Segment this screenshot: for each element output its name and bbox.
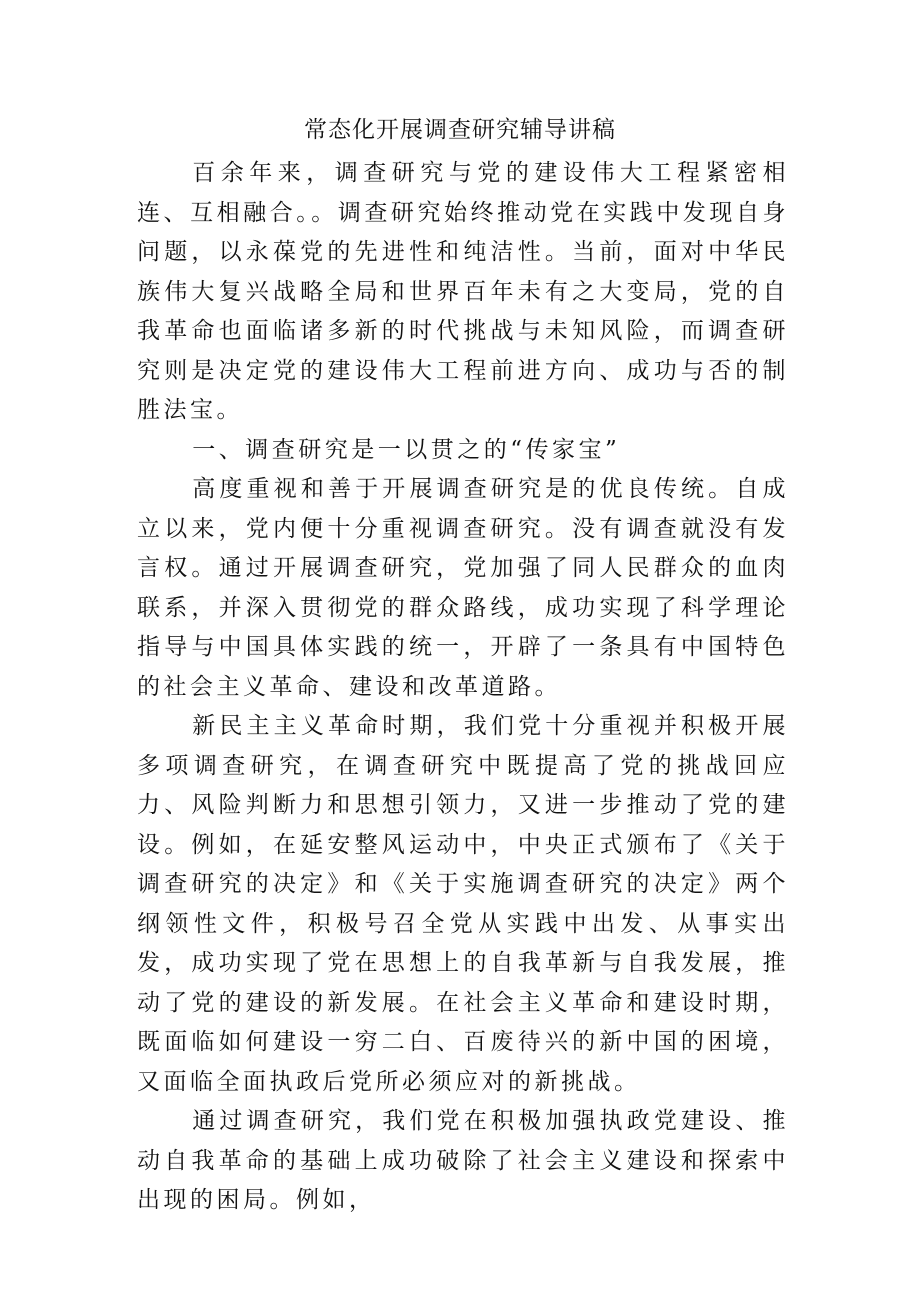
document-title: 常态化开展调查研究辅导讲稿: [304, 117, 616, 143]
paragraph-intro: 百余年来，调查研究与党的建设伟大工程紧密相连、互相融合。。调查研究始终推动党在实践中发现自身问题，以永葆党的先进性和纯洁性。当前，面对中华民族伟大复兴战略全局和世界百年未有之大变局，党的自我革命也面临诸多新的时代挑战与未知风险，而调查研究则是决定党的建设伟大工程前进方向、成功与否的制胜法宝。: [137, 160, 789, 423]
paragraph-socialist-construction: 通过调查研究，我们党在积极加强执政党建设、推动自我革命的基础上成功破除了社会主义建设和探索中出现的困局。例如，: [137, 1108, 789, 1213]
paragraph-tradition: 高度重视和善于开展调查研究是的优良传统。自成立以来，党内便十分重视调查研究。没有调查就没有发言权。通过开展调查研究，党加强了同人民群众的血肉联系，并深入贯彻党的群众路线，成功实现了科学理论指导与中国具体实践的统一，开辟了一条具有中国特色的社会主义革命、建设和改革道路。: [137, 476, 789, 700]
document-body: [137, 154, 789, 1221]
section-heading-1: 一、调查研究是一以贯之的“传家宝”: [192, 436, 621, 463]
paragraph-new-democratic-period: 新民主主义革命时期，我们党十分重视并积极开展多项调查研究，在调查研究中既提高了党的挑战回应力、风险判断力和思想引领力，又进一步推动了党的建设。例如，在延安整风运动中，中央正式颁布了《关于调查研究的决定》和《关于实施调查研究的决定》两个纲领性文件，积极号召全党从实践中出发、从事实出发，成功实现了党在思想上的自我革新与自我发展，推动了党的建设的新发展。在社会主义革命和建设时期，既面临如何建设一穷二白、百废待兴的新中国的困境，又面临全面执政后党所必须应对的新挑战。: [137, 713, 789, 1095]
